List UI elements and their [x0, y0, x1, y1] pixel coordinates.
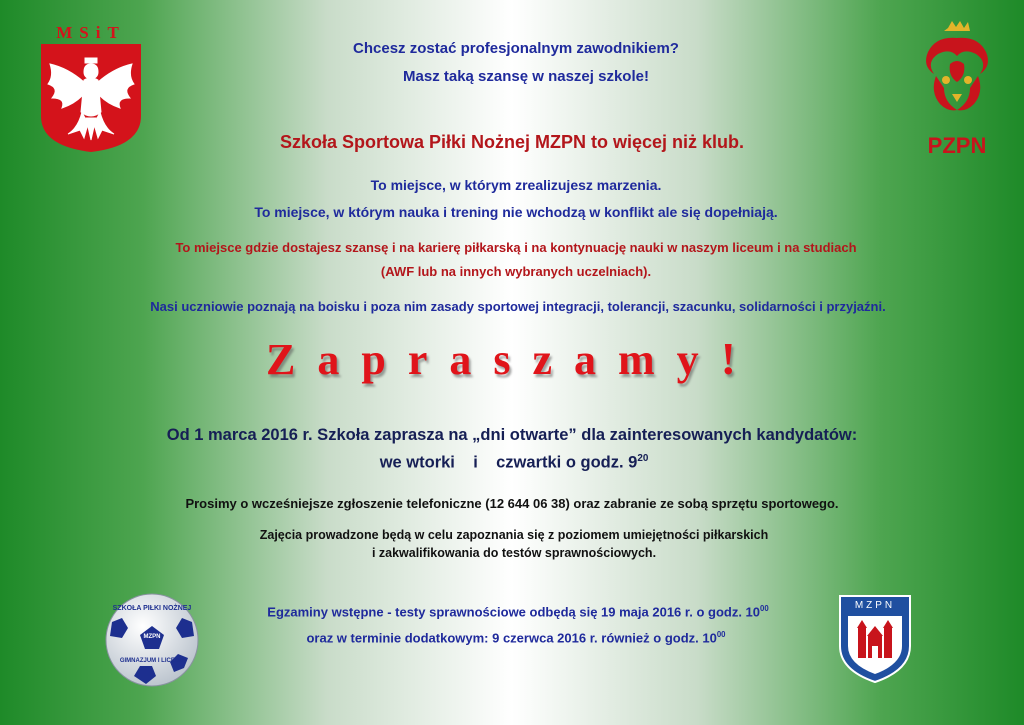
ball-top-text: SZKOŁA PIŁKI NOŻNEJ [112, 605, 192, 612]
values-line: Nasi uczniowie poznają na boisku i poza nim zasady sportowej integracji, tolerancji, szacunku, solidarności i przyjaźni. [150, 299, 886, 314]
exams-text-1: Egzaminy wstępne - testy sprawnościowe odbędą się 19 maja 2016 r. o godz. 10 [267, 604, 761, 620]
exams-sup-1: 00 [760, 604, 769, 613]
exams-text-2: oraz w terminie dodatkowym: 9 czerwca 2016 r. również o godz. 10 [306, 630, 717, 646]
pzpn-label: PZPN [927, 133, 987, 158]
open-days-line-2 [2, 453, 1024, 473]
mzpn-label: MZPN [854, 600, 896, 611]
place-line-1: To miejsce, w którym zrealizujesz marzenia. [370, 177, 662, 193]
invite-exclamation: ! [720, 333, 758, 384]
open-days-line-1: Od 1 marca 2016 r. Szkoła zaprasza na „dni otwarte” dla zainteresowanych kandydatów: [166, 426, 858, 444]
header-line-1: Chcesz zostać profesjonalnym zawodnikiem? [353, 40, 679, 57]
place-line-2: To miejsce, w którym nauka i trening nie wchodzą w konflikt ale się dopełniają. [254, 204, 778, 220]
open-days-text: we wtorki i czwartki o godz. 9 [379, 453, 638, 472]
classes-line-2: i zakwalifikowania do testów sprawnościowych. [371, 546, 657, 560]
classes-line-1: Zajęcia prowadzone będą w celu zapoznania się z poziomem umiejętności piłkarskich [259, 528, 769, 542]
exams-sup-2: 00 [716, 630, 726, 639]
school-ball-logo [104, 592, 200, 688]
football-icon [104, 592, 200, 688]
phone-note: Prosimy o wcześniejsze zgłoszenie telefoniczne (12 644 06 38) oraz zabranie ze sobą sprzętu sportowego. [185, 496, 839, 511]
header-line-2: Masz taką szansę w naszej szkole! [403, 68, 649, 85]
invite-heading [0, 332, 1024, 385]
invite-word: Zapraszamy [266, 335, 721, 384]
ball-badge-text: MZPN [143, 634, 161, 640]
open-days-time-sup: 20 [637, 453, 649, 464]
mzpn-shield-icon [838, 594, 912, 684]
msit-label: MSiT [56, 24, 126, 42]
place-line-4: (AWF lub na innych wybranych uczelniach). [380, 264, 652, 279]
ball-bottom-text: GIMNAZJUM I LICEUM [119, 658, 185, 664]
mzpn-logo [838, 594, 912, 684]
place-line-3: To miejsce gdzie dostajesz szansę i na karierę piłkarską i na kontynuację nauki w naszym liceum i na studiach [175, 240, 857, 255]
headline: Szkoła Sportowa Piłki Nożnej MZPN to więcej niż klub. [279, 132, 745, 152]
